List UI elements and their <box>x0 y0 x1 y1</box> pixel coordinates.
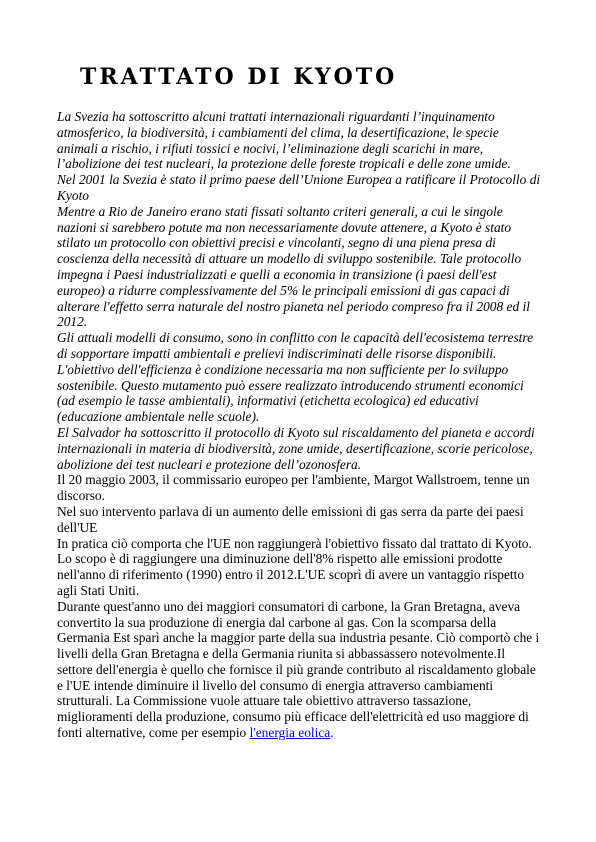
paragraph-el-salvador: El Salvador ha sottoscritto il protocollo di Kyoto sul riscaldamento del pianeta e accordi internazionali in materia di biodiversità, zone umide, desertificazione, scorie pericolose, abolizione dei test nucleari e protezione dell’ozonosfera. <box>57 424 535 472</box>
paragraph-consumption-models: Gli attuali modelli di consumo, sono in conflitto con le capacità dell'ecosistema terrestre di sopportare impatti ambientali e prelievi indiscriminati delle risorse disponibili. L'obiettivo dell'efficienza è condizione necessaria ma non sufficiente per lo sviluppo sostenibile. Questo mutamento può essere realizzato introducendo strumenti economici (ad esempio le tasse ambientali), informativi (etichetta ecologica) ed educativi (educazione ambientale nelle scuole). <box>57 330 534 425</box>
paragraph-sweden-treaties: La Svezia ha sottoscritto alcuni trattati internazionali riguardanti l’inquinamento atmosferico, la biodiversità, i cambiamenti del clima, la desertificazione, le specie animali a rischio, i rifiuti tossici e nocivi, l’eliminazione degli scarichi in mare, l’abolizione dei test nucleari, la protezione delle foreste tropicali e delle zone umide. <box>57 109 511 172</box>
paragraph-rio-kyoto: Mentre a Rio de Janeiro erano stati fissati soltanto criteri generali, a cui le singole nazioni si sarebbero potute ma non necessariamente dovute attenere, a Kyoto è stato stilato un protocollo con obiettivi precisi e vincolanti, segno di una piena presa di coscienza della necessità di attuare un modello di sviluppo sostenibile. Tale protocollo impegna i Paesi industrializzati e quelli a economia in transizione (i paesi dell'est europeo) a ridurre complessivamente del 5% le principali emissioni di gas capaci di alterare l'effetto serra naturale del nostro pianeta nel periodo compreso fra il 2008 ed il 2012. <box>57 203 530 330</box>
energy-sector-text: Durante quest'anno uno dei maggiori consumatori di carbone, la Gran Bretagna, aveva convertito la sua produzione di energia dal carbone al gas. Con la scomparsa della Germania Est sparì anche la maggior parte della sua industria pesante. Ciò comportò che i livelli della Gran Bretagna e della Germania riunita si abbassassero notevolmente.Il settore dell'energia è quello che fornisce il più grande contributo al riscaldamento globale e l'UE intende diminuire il livello del consumo di energia attraverso cambiamenti strutturali. La Commissione vuole attuare tale obiettivo attraverso tassazione, miglioramenti della produzione, consumo più efficace dell'elettricità ed uso maggiore di fonti alternative, come per esempio <box>57 598 540 741</box>
paragraph-sweden-kyoto: Nel 2001 la Svezia è stato il primo paese dell’Unione Europea a ratificare il Protocollo di Kyoto <box>57 172 541 203</box>
trailing-period: . <box>330 725 334 741</box>
document-body <box>57 109 543 741</box>
paragraph-wallstroem: Il 20 maggio 2003, il commissario europeo per l'ambiente, Margot Wallstroem, tenne un discorso. <box>57 472 530 504</box>
paragraph-reduction-goal: Lo scopo è di raggiungere una diminuzione dell'8% rispetto alle emissioni prodotte nell'anno di riferimento (1990) entro il 2012.L'UE scoprì di avere un vantaggio rispetto agli Stati Uniti. <box>57 551 525 598</box>
paragraph-eu-objective: In pratica ciò comporta che l'UE non raggiungerà l'obiettivo fissato dal trattato di Kyoto. <box>57 535 532 551</box>
paragraph-emissions-increase: Nel suo intervento parlava di un aumento delle emissioni di gas serra da parte dei paesi dell'UE <box>57 503 524 535</box>
paragraph-energy-sector <box>57 599 543 741</box>
page-title: TRATTATO DI KYOTO <box>80 64 398 90</box>
wind-energy-link[interactable]: l'energia eolica <box>249 725 331 741</box>
